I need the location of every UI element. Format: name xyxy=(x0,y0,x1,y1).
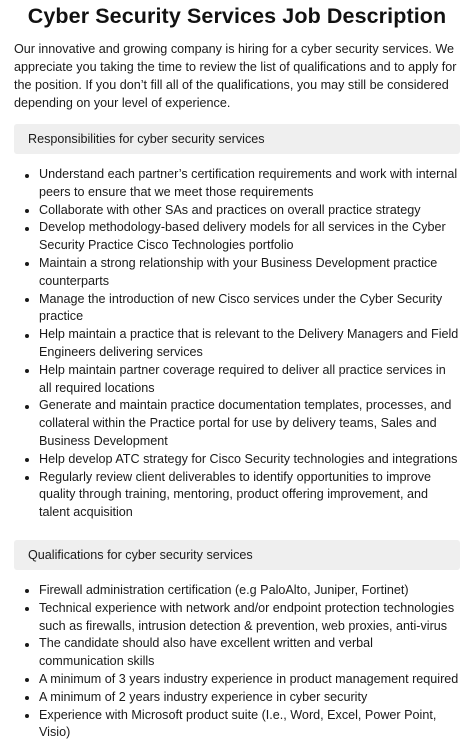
responsibilities-heading: Responsibilities for cyber security services xyxy=(14,124,460,154)
qualification-item: Firewall administration certification (e.g PaloAlto, Juniper, Fortinet) xyxy=(39,582,460,600)
responsibility-item: Generate and maintain practice documentation templates, processes, and collateral within the Practice portal for use by delivery teams, Sales and Business Development xyxy=(39,397,460,450)
responsibility-item: Manage the introduction of new Cisco services under the Cyber Security practice xyxy=(39,291,460,327)
responsibility-item: Maintain a strong relationship with your Business Development practice counterparts xyxy=(39,255,460,291)
qualifications-list xyxy=(14,582,460,742)
responsibility-item: Help maintain partner coverage required to deliver all practice services in all required locations xyxy=(39,362,460,398)
responsibility-item: Help maintain a practice that is relevant to the Delivery Managers and Field Engineers delivering services xyxy=(39,326,460,362)
responsibilities-list xyxy=(14,166,460,522)
intro-paragraph: Our innovative and growing company is hiring for a cyber security services. We appreciate you taking the time to review the list of qualifications and to apply for the position. If you don’t fill all of the qualifications, you may still be considered depending on your level of experience. xyxy=(14,42,457,110)
qualifications-heading: Qualifications for cyber security services xyxy=(14,540,460,570)
responsibility-item: Understand each partner’s certification requirements and work with internal peers to ensure that we meet those requirements xyxy=(39,166,460,202)
qualification-item: A minimum of 2 years industry experience in cyber security xyxy=(39,689,460,707)
responsibility-item: Develop methodology-based delivery models for all services in the Cyber Security Practice Cisco Technologies portfolio xyxy=(39,219,460,255)
page-title: Cyber Security Services Job Description xyxy=(27,4,447,28)
qualification-item: Technical experience with network and/or endpoint protection technologies such as firewalls, intrusion detection & prevention, web proxies, anti-virus xyxy=(39,600,460,636)
responsibility-item: Regularly review client deliverables to identify opportunities to improve quality through training, mentoring, product offering improvement, and talent acquisition xyxy=(39,469,460,522)
responsibility-item: Help develop ATC strategy for Cisco Security technologies and integrations xyxy=(39,451,460,469)
qualification-item: A minimum of 3 years industry experience in product management required xyxy=(39,671,460,689)
qualification-item: Experience with Microsoft product suite (I.e., Word, Excel, Power Point, Visio) xyxy=(39,707,460,742)
responsibility-item: Collaborate with other SAs and practices on overall practice strategy xyxy=(39,202,460,220)
qualification-item: The candidate should also have excellent written and verbal communication skills xyxy=(39,635,460,671)
